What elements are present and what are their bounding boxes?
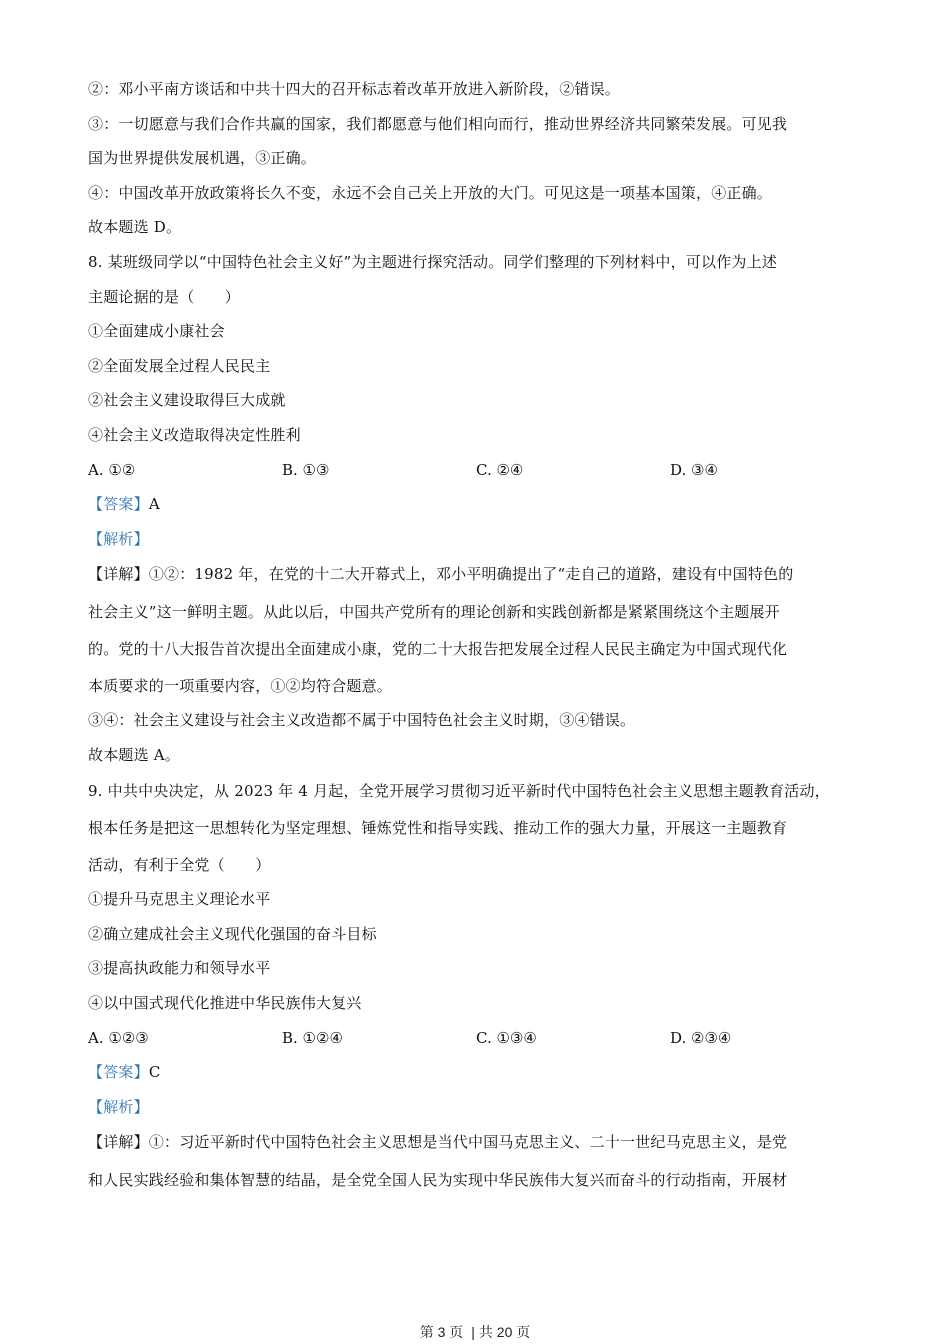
answer-value: A [148, 495, 160, 514]
page-footer [0, 1322, 950, 1342]
statement-item: ④社会主义改造取得决定性胜利 [88, 425, 301, 444]
document-page [88, 72, 878, 1199]
option-c: C. ①③④ [476, 1028, 537, 1047]
detail-conclusion: 故本题选 A。 [88, 746, 181, 764]
question-stem: 9. 中共中央决定，从 2023 年 4 月起，全党开展学习贯彻习近平新时代中国特色社会主义思想主题教育活动， [88, 781, 830, 800]
analysis-row [88, 1090, 878, 1125]
question-stem: 8. 某班级同学以“中国特色社会主义好”为主题进行探究活动。同学们整理的下列材料中，可以作为上述 [88, 252, 778, 271]
analysis-label: 【解析】 [88, 1097, 149, 1116]
answer-value: C [148, 1063, 161, 1082]
footer-separator: | [471, 1324, 475, 1340]
statement-item: ②确立建成社会主义现代化强国的奋斗目标 [88, 924, 377, 943]
answer-row [88, 487, 878, 522]
detail-line: 的。党的十八大报告首次提出全面建成小康，党的二十大报告把发展全过程人民民主确定为中国式现代化 [88, 640, 788, 659]
statement-item: ④以中国式现代化推进中华民族伟大复兴 [88, 993, 362, 1012]
statement-item: ③提高执政能力和领导水平 [88, 959, 271, 978]
analysis-line: ③：一切愿意与我们合作共赢的国家，我们都愿意与他们相向而行，推动世界经济共同繁荣发展。可见我 [88, 114, 788, 133]
question-stem: 根本任务是把这一思想转化为坚定理想、锤炼党性和指导实践、推动工作的强大力量，开展这一主题教育 [88, 819, 788, 838]
prev-question-analysis [88, 72, 878, 245]
statement-item: ②社会主义建设取得巨大成就 [88, 391, 286, 410]
question-8 [88, 245, 878, 773]
analysis-line: 国为世界提供发展机遇，③正确。 [88, 149, 317, 168]
option-c: C. ②④ [476, 460, 524, 479]
total-pages: 共 20 页 [478, 1324, 531, 1340]
answer-label: 【答案】 [88, 1063, 149, 1082]
detail-line: 【详解】①：习近平新时代中国特色社会主义思想是当代中国马克思主义、二十一世纪马克思主义，是党 [88, 1133, 788, 1152]
detail-label: 【详解】 [88, 1133, 149, 1152]
analysis-conclusion: 故本题选 D。 [88, 218, 182, 237]
detail-label: 【详解】 [88, 565, 149, 584]
analysis-line: ④：中国改革开放政策将长久不变，永远不会自己关上开放的大门。可见这是一项基本国策，④正确。 [88, 183, 773, 202]
current-page: 第 3 页 [419, 1324, 464, 1340]
question-stem: 活动，有利于全党（ ） [88, 855, 271, 874]
answer-options [88, 453, 878, 488]
option-a: A. ①②③ [88, 1028, 149, 1047]
analysis-label: 【解析】 [88, 529, 149, 548]
statement-item: ①提升马克思主义理论水平 [88, 890, 271, 909]
option-d: D. ③④ [670, 460, 718, 479]
option-d: D. ②③④ [670, 1028, 732, 1047]
statement-item: ①全面建成小康社会 [88, 322, 225, 341]
question-9 [88, 773, 878, 1200]
detail-line: 社会主义”这一鲜明主题。从此以后，中国共产党所有的理论创新和实践创新都是紧紧围绕这个主题展开 [88, 602, 780, 621]
option-a: A. ①② [88, 460, 136, 479]
answer-label: 【答案】 [88, 495, 149, 514]
detail-line: 【详解】①②：1982 年，在党的十二大开幕式上，邓小平明确提出了“走自己的道路，建设有中国特色的 [88, 565, 794, 584]
detail-line: 本质要求的一项重要内容，①②均符合题意。 [88, 676, 393, 695]
option-b: B. ①③ [282, 460, 330, 479]
analysis-line: ②：邓小平南方谈话和中共十四大的召开标志着改革开放进入新阶段，②错误。 [88, 80, 621, 98]
statement-item: ②全面发展全过程人民民主 [88, 356, 271, 375]
answer-row [88, 1055, 878, 1090]
analysis-row [88, 522, 878, 557]
answer-options [88, 1021, 878, 1056]
option-b: B. ①②④ [282, 1028, 343, 1047]
detail-line: 和人民实践经验和集体智慧的结晶，是全党全国人民为实现中华民族伟大复兴而奋斗的行动指南，开展材 [88, 1170, 788, 1189]
question-stem: 主题论据的是（ ） [88, 287, 241, 306]
detail-line: ③④：社会主义建设与社会主义改造都不属于中国特色社会主义时期，③④错误。 [88, 711, 636, 730]
